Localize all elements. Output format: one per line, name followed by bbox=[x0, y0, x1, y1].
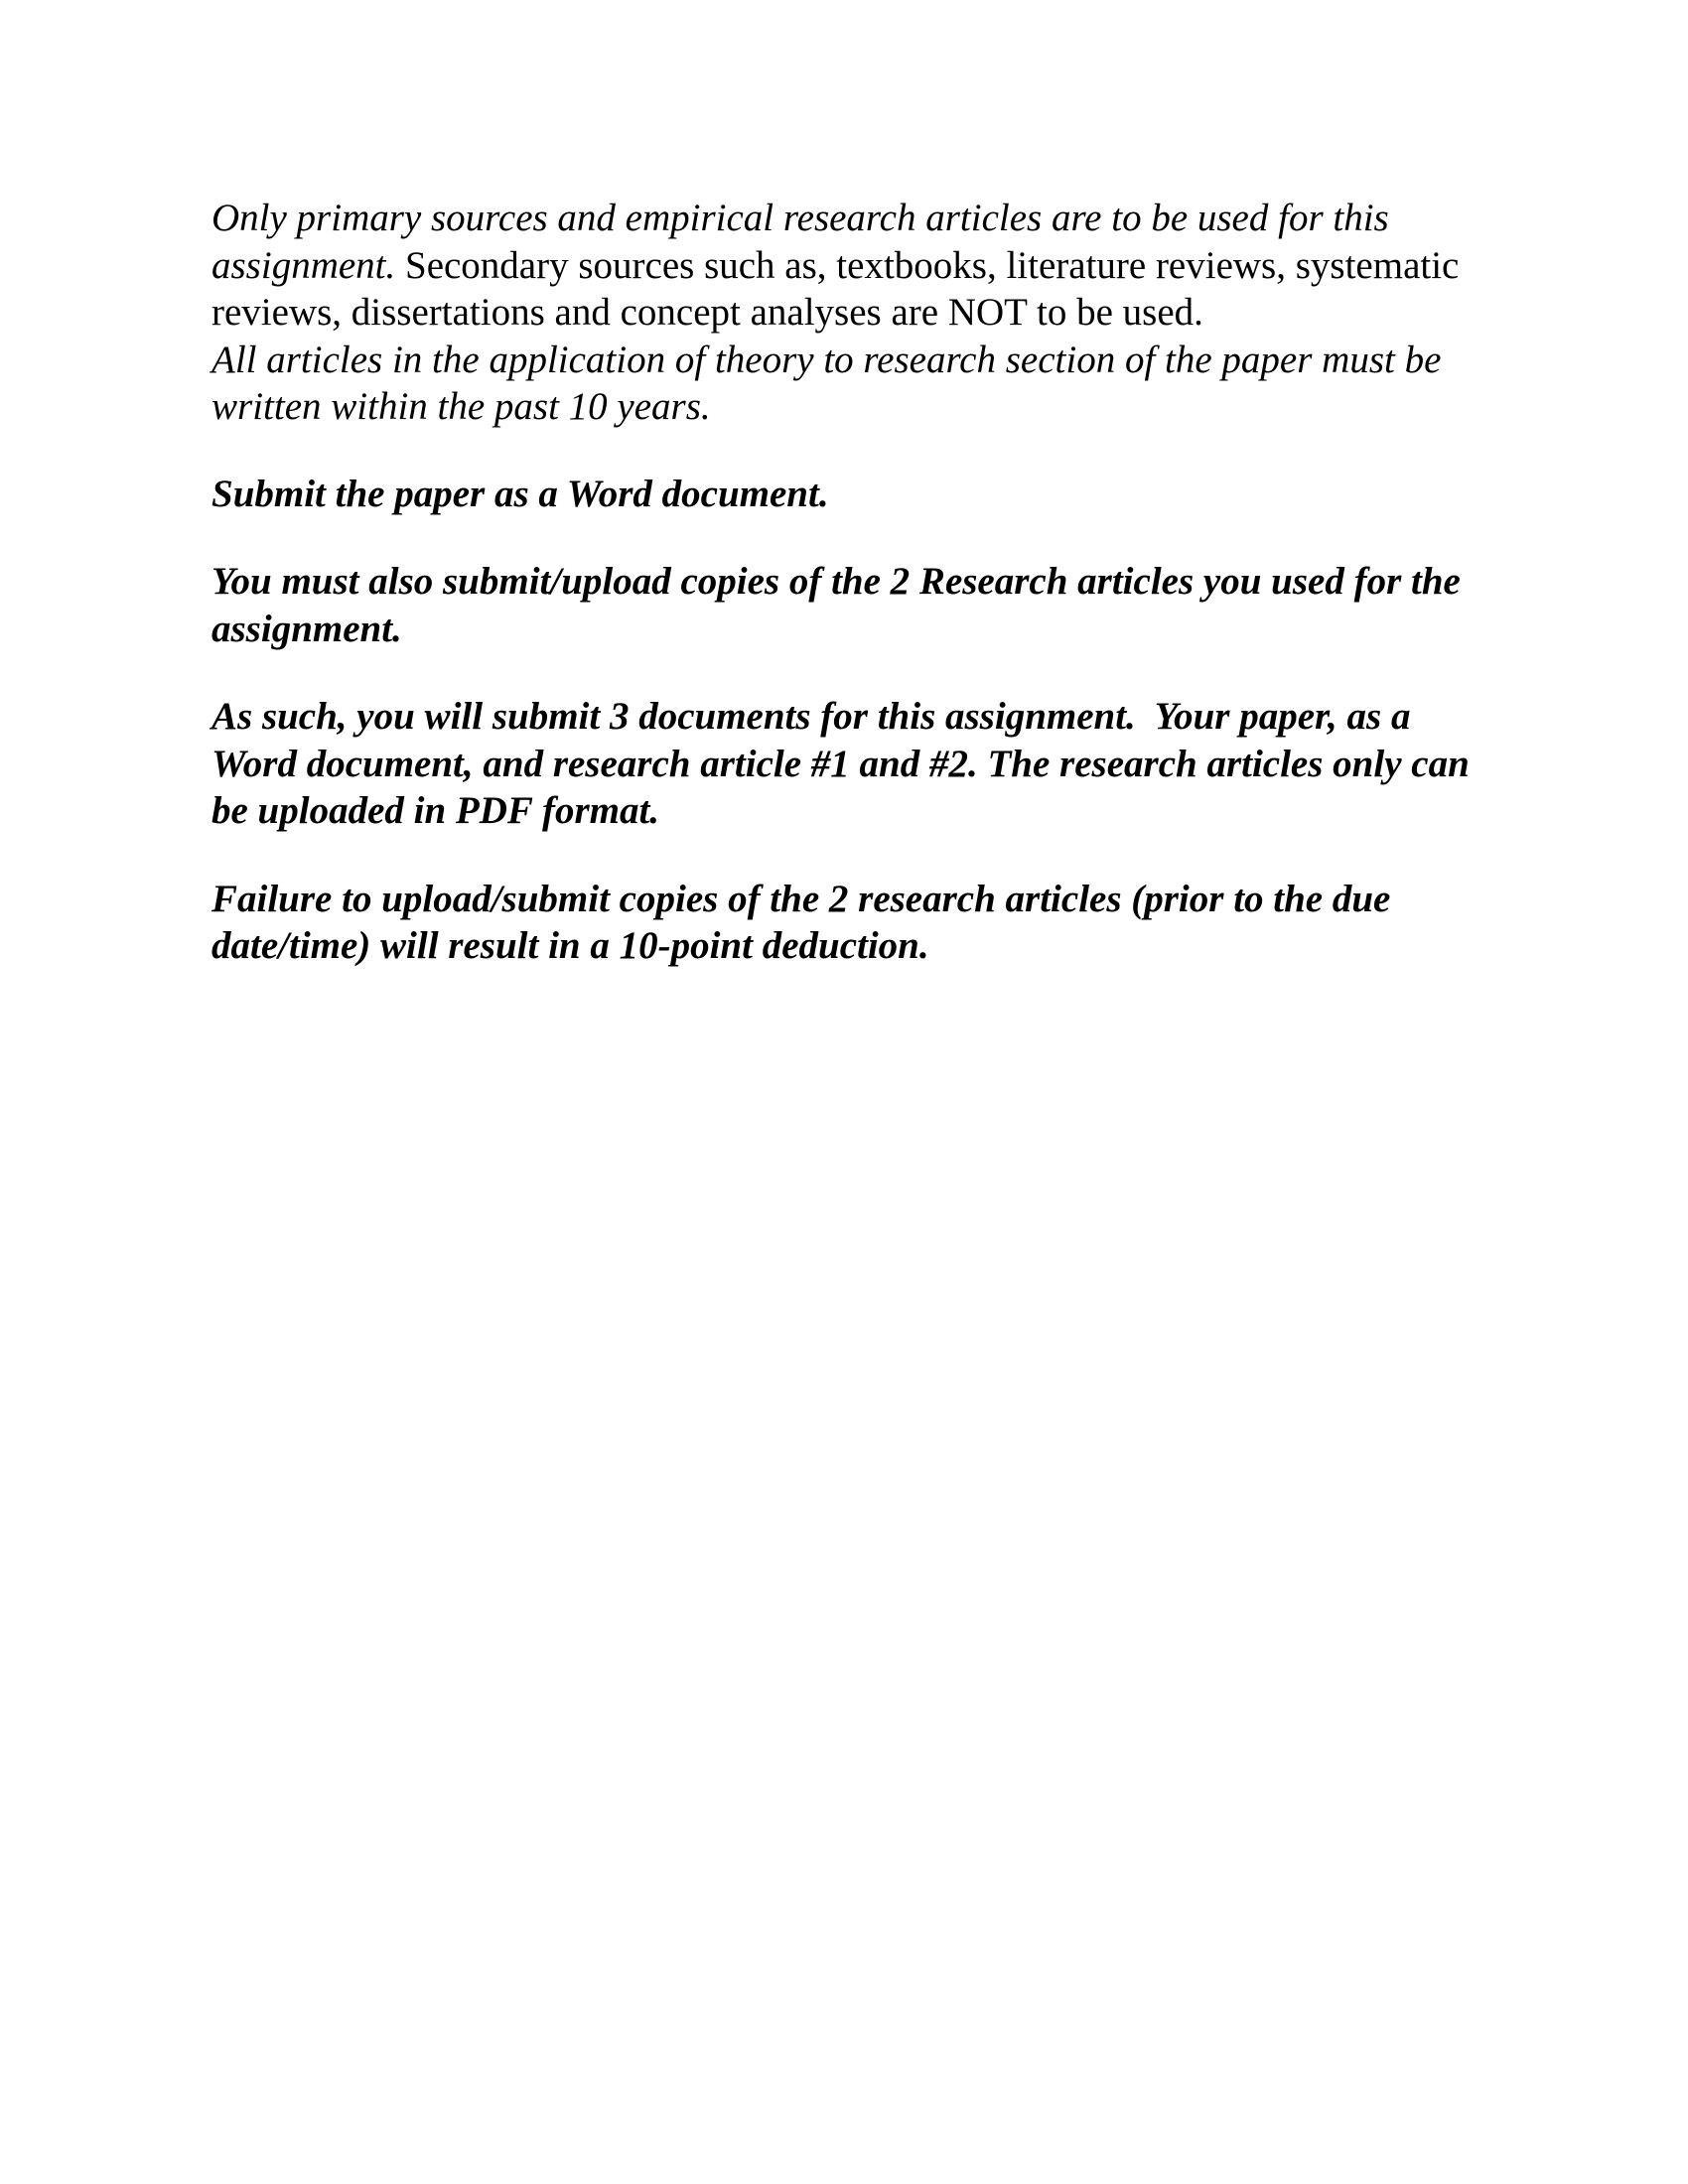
three-documents-paragraph: As such, you will submit 3 documents for this assignment. Your paper, as a Word document, and research article #1 and #2. The research articles only can be uploaded in PDF format. bbox=[211, 695, 1479, 832]
upload-articles-paragraph: You must also submit/upload copies of the 2 Research articles you used for the assignment. bbox=[211, 560, 1461, 650]
ten-years-sentence: All articles in the application of theory to research section of the paper must be written within the past 10 years. bbox=[211, 338, 1442, 428]
submit-word-paragraph: Submit the paper as a Word document. bbox=[211, 472, 829, 515]
document-body bbox=[211, 195, 1502, 1011]
deduction-paragraph: Failure to upload/submit copies of the 2 research articles (prior to the due date/time) will result in a 10-point deduction. bbox=[211, 877, 1391, 967]
secondary-sources-sentence: Secondary sources such as, textbooks, literature reviews, systematic reviews, dissertations and concept analyses are NOT to be used. bbox=[211, 243, 1460, 334]
primary-sources-sentence: Only primary sources and empirical research articles are to be used for this assignment. bbox=[211, 197, 1389, 287]
sources-paragraph bbox=[211, 195, 1502, 431]
